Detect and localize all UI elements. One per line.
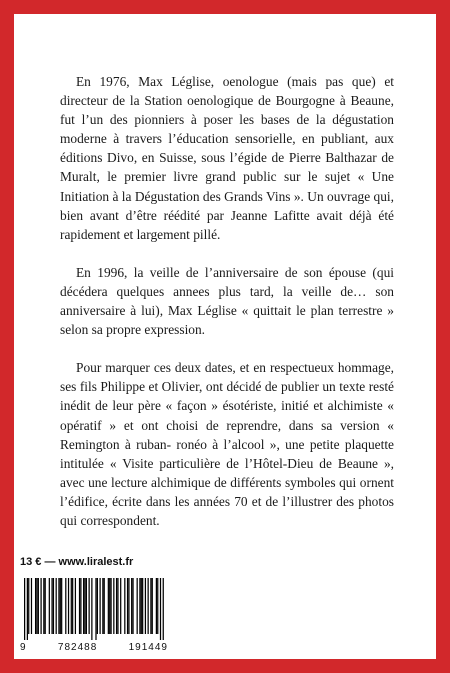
barcode-bar [75, 578, 76, 634]
barcode-bar [83, 578, 84, 634]
barcode-bar [89, 578, 90, 634]
barcode-bar [128, 578, 129, 634]
barcode-bar [113, 578, 114, 634]
isbn-digits [20, 642, 168, 653]
isbn-right-digits: 191449 [128, 642, 168, 653]
barcode-bar [97, 578, 98, 634]
barcode-bar [152, 578, 153, 634]
barcode-bar [27, 578, 28, 640]
barcode-bar [117, 578, 118, 634]
barcode-bar [71, 578, 72, 634]
barcode-bar [148, 578, 149, 634]
barcode-bar [131, 578, 132, 634]
barcode-bar [145, 578, 146, 634]
barcode-bar [43, 578, 44, 634]
barcode-bar [35, 578, 36, 634]
barcode-bar [80, 578, 81, 634]
barcode-bar [132, 578, 133, 634]
barcode-bar [127, 578, 128, 634]
barcode-bar [56, 578, 57, 634]
barcode-bar [68, 578, 69, 634]
barcode-bar [141, 578, 142, 634]
barcode-bar [91, 578, 92, 640]
barcode-bar [150, 578, 151, 634]
barcode-bar [28, 578, 29, 634]
blurb-text [60, 72, 394, 549]
barcode-bar [109, 578, 110, 634]
barcode-bar [40, 578, 41, 634]
barcode-bar [36, 578, 37, 634]
barcode-bar [102, 578, 103, 634]
barcode-bar [108, 578, 109, 634]
barcode-bar [31, 578, 32, 634]
barcode-bar [137, 578, 138, 634]
paragraph-2: En 1996, la veille de l’anniversaire de son épouse (qui décédera quelques annees plus tard, la veille de… son anniversaire à lui), Max Léglise « quittait le plan terrestre » selon sa propre expression. [60, 264, 394, 338]
isbn-barcode [20, 576, 168, 646]
isbn-left-digits: 782488 [57, 642, 98, 653]
barcode-bar [99, 578, 100, 634]
paragraph-3: Pour marquer ces deux dates, et en respectueux hommage, ses fils Philippe et Olivier, ont décidé de publier un texte resté inédit de leur père « façon » ésotériste, initié et alchimiste « opératif » et ont choisi de reprendre, dans sa version « Remington à ruban- ronéo à l’alcool », une petite plaquette intitulée « Visite particulière de l’Hôtel-Dieu de Beaune », avec une lecture alchimique de différents symboles qui ornent l’édifice, écrite dans les années 70 et de l’illustrer des photos qui correspondent. [60, 360, 394, 528]
barcode-bar [160, 578, 161, 640]
barcode-bar [60, 578, 61, 634]
barcode-bar [24, 578, 25, 640]
barcode-bar [142, 578, 143, 634]
barcode-bar [38, 578, 39, 634]
barcode-bar [163, 578, 164, 640]
barcode-bar [156, 578, 157, 634]
barcode-bar [157, 578, 158, 634]
barcode-bar [72, 578, 73, 634]
isbn-lead-digit: 9 [20, 642, 27, 653]
barcode-bar [95, 578, 96, 640]
barcode-bar [58, 578, 59, 634]
barcode-bar [110, 578, 111, 634]
barcode-bar [86, 578, 87, 634]
barcode-bar [49, 578, 50, 634]
price-and-website: 13 € — www.liralest.fr [20, 556, 134, 568]
barcode-bar [124, 578, 125, 634]
barcode-bar [65, 578, 66, 634]
paragraph-1: En 1976, Max Léglise, oenologue (mais pas que) et directeur de la Station oenologique de Bourgogne à Beaune, fut l’un des pionniers à poser les bases de la dégustation moderne à travers l’éducation sensorielle, en publiant, aux éditions Divo, en Suisse, sous l’égide de Pierre Balthazar de Muralt, le premier livre grand public sur le sujet « Une Initiation à la Dégustation des Grands Vins ». Un ouvrage qui, bien avant d’être réédité par Jeanne Lafitte avait déjà été rapidement et largement pillé. [60, 74, 394, 242]
barcode-bar [45, 578, 46, 634]
barcode-bar [104, 578, 105, 634]
barcode-bar [51, 578, 52, 634]
barcode-bar [79, 578, 80, 634]
barcode-bar [120, 578, 121, 634]
barcode-bar [61, 578, 62, 634]
barcode-bar [84, 578, 85, 634]
barcode-bar [116, 578, 117, 634]
barcode-bar [53, 578, 54, 634]
barcode-bar [139, 578, 140, 634]
